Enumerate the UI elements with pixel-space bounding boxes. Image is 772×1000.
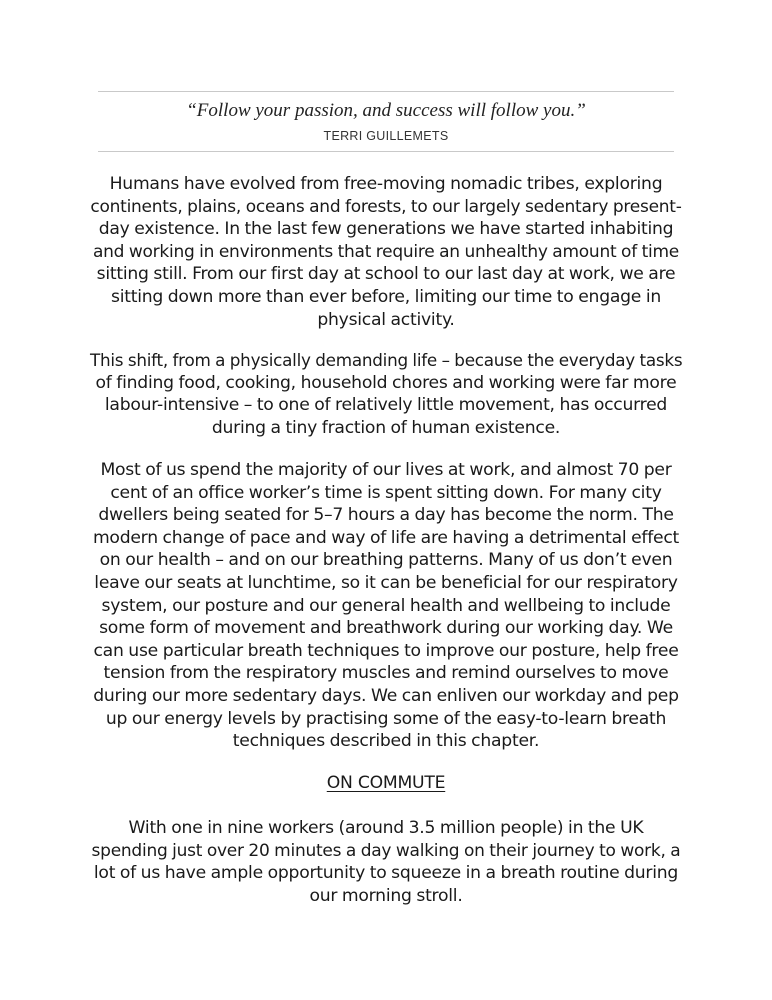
text-line: This shift, from a physically demanding life – because the everyday tasks xyxy=(90,350,683,370)
paragraph-evolution xyxy=(90,173,682,331)
text-line: Humans have evolved from free-moving nomadic tribes, exploring xyxy=(109,174,663,194)
paragraph-commute xyxy=(90,817,682,907)
text-line: labour-intensive – to one of relatively little movement, has occurred xyxy=(104,395,668,416)
text-line: dwellers being seated for 5–7 hours a day has become the norm. The xyxy=(98,505,674,526)
epigraph-author: TERRI GUILLEMETS xyxy=(323,129,449,143)
text-line: continents, plains, oceans and forests, to our largely sedentary present- xyxy=(90,196,682,217)
text-line: can use particular breath techniques to improve our posture, help free xyxy=(93,640,679,661)
section-heading-text: ON COMMUTE xyxy=(326,773,446,793)
text-line: system, our posture and our general health and wellbeing to include xyxy=(101,595,671,616)
text-line: techniques described in this chapter. xyxy=(232,731,540,752)
text-line: on our health – and on our breathing patterns. Many of us don’t even xyxy=(99,550,673,571)
text-line: sitting still. From our first day at school to our last day at work, we are xyxy=(96,264,676,285)
text-line: of finding food, cooking, household chores and working were far more xyxy=(95,372,677,393)
text-line: our morning stroll. xyxy=(309,885,463,906)
text-line: during our more sedentary days. We can enliven our workday and pep xyxy=(93,685,679,706)
text-line: during a tiny fraction of human existence. xyxy=(211,417,561,438)
text-line: sitting down more than ever before, limiting our time to engage in xyxy=(110,286,661,307)
text-line: tension from the respiratory muscles and remind ourselves to move xyxy=(103,663,669,684)
text-line: Most of us spend the majority of our lives at work, and almost 70 per xyxy=(100,460,672,480)
paragraph-shift xyxy=(90,349,682,439)
text-line: up our energy levels by practising some of the easy-to-learn breath xyxy=(105,708,667,729)
text-line: and working in environments that require an unhealthy amount of time xyxy=(92,241,680,262)
epigraph-bottom-rule xyxy=(98,151,674,152)
text-line: modern change of pace and way of life are having a detrimental effect xyxy=(92,527,680,548)
section-heading xyxy=(90,772,682,794)
text-line: cent of an office worker’s time is spent sitting down. For many city xyxy=(110,482,662,503)
text-line: physical activity. xyxy=(317,309,455,330)
text-line: lot of us have ample opportunity to squeeze in a breath routine during xyxy=(93,863,679,884)
text-line: day existence. In the last few generations we have started inhabiting xyxy=(98,219,674,240)
text-line: With one in nine workers (around 3.5 million people) in the UK xyxy=(128,818,644,838)
text-line: leave our seats at lunchtime, so it can be beneficial for our respiratory xyxy=(94,572,678,593)
epigraph-top-rule xyxy=(98,91,674,92)
epigraph-quote: “Follow your passion, and success will follow you.” xyxy=(186,100,586,121)
text-line: some form of movement and breathwork during our working day. We xyxy=(99,618,673,639)
text-line: spending just over 20 minutes a day walking on their journey to work, a xyxy=(91,840,681,861)
paragraph-work xyxy=(90,459,682,753)
